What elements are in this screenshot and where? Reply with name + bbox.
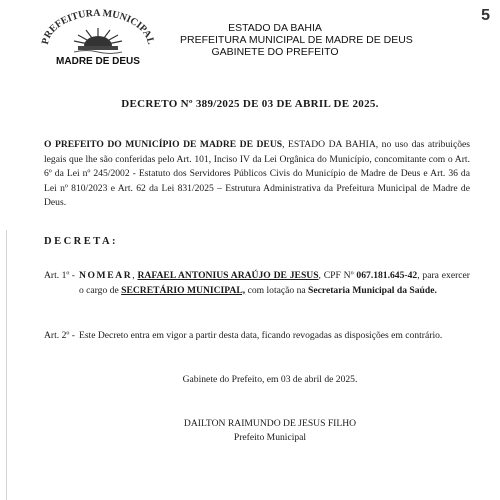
municipal-seal-icon: [34, 6, 162, 66]
place-date: Gabinete do Prefeito, em 03 de abril de 2025.: [182, 374, 358, 385]
article-2: [44, 329, 470, 344]
appointee-cpf: 067.181.645-42: [356, 270, 418, 281]
logo-top-text: PREFEITURA MUNICIPAL: [39, 7, 157, 46]
header-state: ESTADO DA BAHIA: [228, 22, 322, 34]
signer-role: Prefeito Municipal: [233, 432, 307, 443]
municipal-logo: [34, 6, 162, 66]
decree-title: DECRETO Nº 389/2025 DE 03 DE ABRIL DE 2025.: [121, 98, 379, 110]
preamble-paragraph: [44, 138, 470, 211]
document-header: [180, 22, 413, 58]
decreta-heading: DECRETA:: [44, 236, 119, 247]
article-1-text: NOMEAR, RAFAEL ANTONIUS ARAÚJO DE JESUS, CPF Nº 067.181.645-42, para exercer o cargo de SECRETÁRIO MUNICIPAL, com lotação na Secretaria Municipal da Saúde.: [78, 270, 470, 296]
preamble-text: , ESTADO DA BAHIA, no uso das atribuições legais que lhe são conferidas pelo Art. 101, Inciso IV da Lei Orgânica do Município, concomitante com o Art. 6º da Lei nº 245/2002 - Estatuto dos Servidores Públicos Civis do Município de Madre de Deus e Art. 36 da Lei nº 810/2023 e Art. 62 da Lei 831/2025 – Estrutura Administrativa da Prefeitura Municipal de Madre de Deus.: [44, 139, 470, 208]
article-2-text: Este Decreto entra em vigor a partir desta data, ficando revogadas as disposições em contrário.: [78, 330, 443, 341]
nomear-verb: NOMEAR: [78, 270, 133, 281]
logo-bottom-text: MADRE DE DEUS: [56, 56, 140, 66]
page-number: 5: [481, 7, 490, 24]
article-2-label: Art. 2º -: [44, 330, 75, 341]
header-prefecture: PREFEITURA MUNICIPAL DE MADRE DE DEUS: [180, 34, 413, 46]
signer-name: DAILTON RAIMUNDO DE JESUS FILHO: [183, 418, 357, 429]
appointee-department: Secretaria Municipal da Saúde.: [308, 284, 437, 296]
appointee-name: RAFAEL ANTONIUS ARAÚJO DE JESUS: [137, 270, 319, 281]
article-1-label: Art. 1º -: [44, 270, 75, 281]
appointee-role: SECRETÁRIO MUNICIPAL,: [121, 284, 246, 296]
header-office: GABINETE DO PREFEITO: [211, 46, 339, 58]
preamble-lead: O PREFEITO DO MUNICÍPIO DE MADRE DE DEUS: [44, 139, 283, 150]
page-edge-shadow: [6, 230, 7, 500]
decree-number: 389/2025: [195, 98, 240, 110]
article-1: [44, 269, 470, 298]
